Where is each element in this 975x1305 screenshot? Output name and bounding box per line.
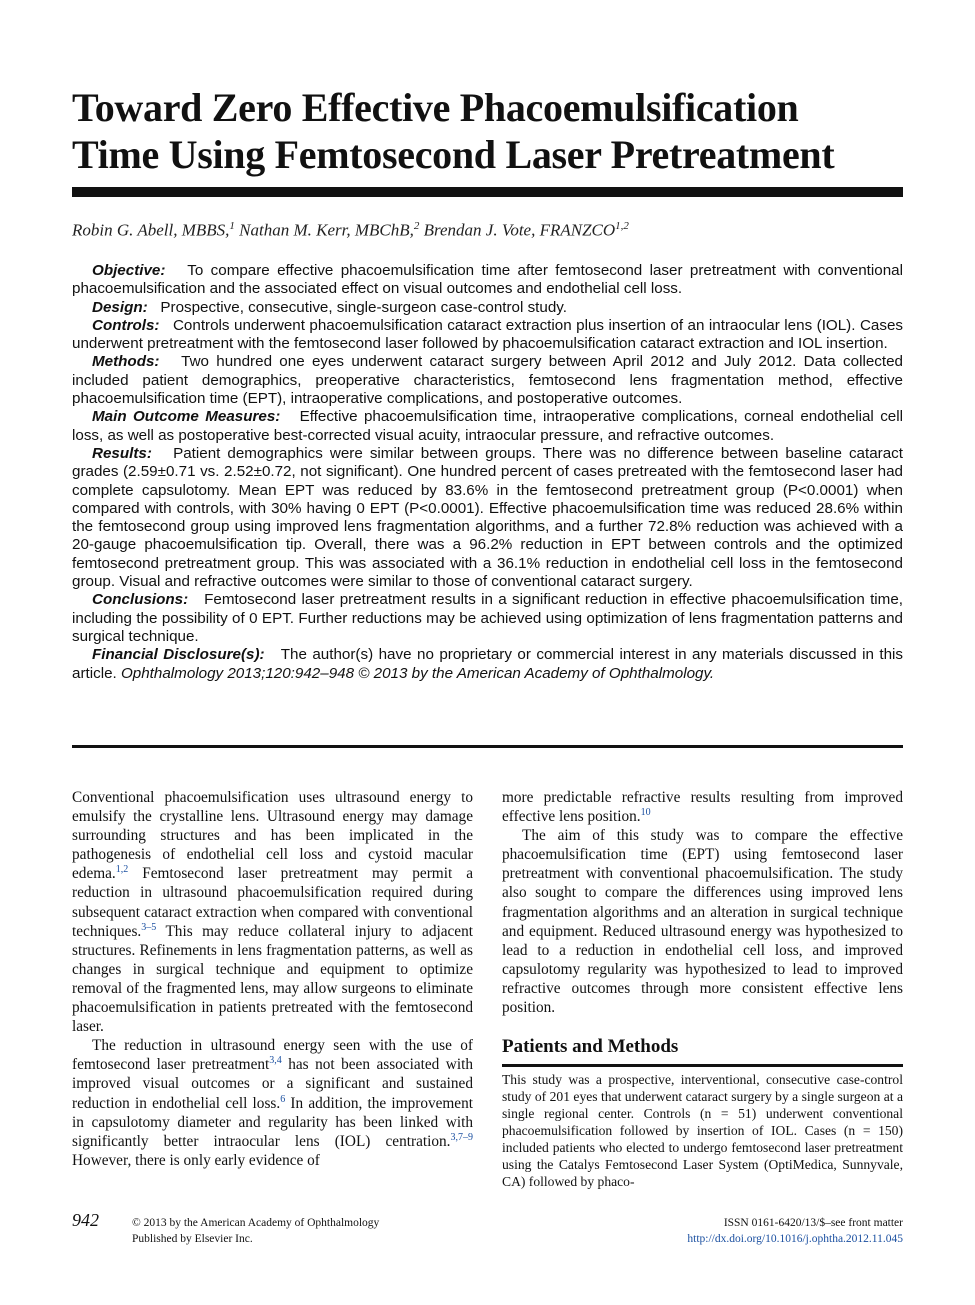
controls-text: Controls underwent phacoemulsification cataract extraction plus insertion of an intraocular lens (IOL). Cases underwent pretreatment with the femtosecond laser followed by phacoemulsification cataract extraction and IOL insertion. (72, 316, 903, 353)
body-paragraph (502, 788, 903, 826)
body-column-left (72, 788, 473, 1170)
reference-link[interactable]: 1,2 (115, 864, 129, 876)
outcome-label: Main Outcome Measures: (92, 408, 281, 426)
abstract-controls (72, 317, 903, 354)
body-paragraph (72, 788, 473, 1036)
body-text: In addition, the improvement in capsulotomy diameter and regularity has been linked with significantly better intraocular lens (IOL) centration. (72, 1094, 473, 1150)
footer-copyright (132, 1215, 379, 1247)
objective-label: Objective: (92, 262, 166, 279)
reference-link[interactable]: 6 (280, 1093, 286, 1105)
issn-line: ISSN 0161-6420/13/$–see front matter (723, 1217, 903, 1229)
methods-paragraph: This study was a prospective, interventional, consecutive case-control study of 201 eyes that underwent cataract surgery by a single surgeon at a single regional center. Controls (n = 51) underwent conventional phacoemulsification followed by insertion of IOL. Cases (n = 150) included patients who elected to undergo femtosecond laser pretreatment using the Catalys Femtosecond Laser System (OptiMedica, Sunnyvale, CA) followed by phaco- (502, 1072, 903, 1189)
article-title (72, 84, 912, 178)
abstract (72, 262, 903, 683)
objective-text: To compare effective phacoemulsification time after femtosecond laser pretreatment with conventional phacoemulsification and the associated effect on visual outcomes and endothelial cell loss. (72, 262, 903, 298)
section-rule (502, 1064, 903, 1067)
conclusions-label: Conclusions: (92, 591, 189, 609)
controls-label: Controls: (92, 316, 160, 334)
body-text: more predictable refractive results resulting from improved effective lens position. (502, 789, 903, 826)
methods-section (502, 1071, 903, 1190)
author-2-affiliation: 2 (413, 220, 420, 232)
body-text: Femtosecond laser pretreatment may permit a reduction in ultrasound phacoemulsification required during subsequent cataract extraction when compared with conventional techniques. (72, 865, 473, 940)
page-number: 942 (72, 1210, 99, 1230)
body-paragraph (502, 826, 903, 1017)
title-rule (72, 187, 903, 197)
results-text: Patient demographics were similar between groups. There was no difference between baseline cataract grades (2.59±0.71 vs. 2.52±0.72, not significant). One hundred percent of cases pretreated with the femtosecond laser had complete capsulotomy. Mean EPT was reduced by 83.6% in the femtosecond pretreatment group (P<0.0001) when compared with controls, with 30% having 0 EPT (P<0.0001). Effective phacoemulsification time was reduced 28.6% within the femtosecond group using improved lens fragmentation algorithms, and a further 72.8% reduction was achieved with a 20-gauge phacoemulsification tip. Overall, there was a 96.2% reduction in EPT between controls and the optimized femtosecond pretreatment group. This was associated with a 36.1% reduction in endothelial cell loss in the femtosecond group. Visual and refractive outcomes were similar to those of conventional cataract surgery. (72, 444, 903, 591)
abstract-outcome-measures (72, 408, 903, 445)
author-3-affiliation: 1,2 (615, 220, 629, 232)
body-column-right (502, 788, 903, 1017)
publisher-line: Published by Elsevier Inc. (132, 1233, 253, 1245)
author-2: Nathan M. Kerr, MBChB, (239, 220, 414, 240)
abstract-objective (72, 262, 903, 299)
body-text: This may reduce collateral injury to adjacent structures. Refinements in lens fragmentation patterns, as well as changes in surgical technique and equipment to optimize removal of the fragmented lens, may allow surgeons to eliminate phacoemulsification in patients pretreated with the femtosecond laser. (72, 922, 473, 1036)
reference-link[interactable]: 10 (640, 807, 651, 818)
author-1-affiliation: 1 (229, 220, 235, 232)
abstract-methods (72, 353, 903, 408)
conclusions-text: Femtosecond laser pretreatment results in a significant reduction in effective phacoemulsification time, including the possibility of 0 EPT. Further reductions may be achieved using optimization of lens fragmentation patterns and surgical technique. (72, 591, 903, 645)
body-text: However, there is only early evidence of (72, 1151, 320, 1169)
reference-link[interactable]: 3,7–9 (450, 1131, 473, 1143)
disclosure-text: The author(s) have no proprietary or commercial interest in any materials discussed in this article. (72, 646, 904, 682)
body-text: Conventional phacoemulsification uses ultrasound energy to emulsify the crystalline lens. Ultrasound energy may damage surrounding structures and has been implicated in the pathogenesis of endothelial cell loss and cystoid macular edema. (72, 789, 473, 883)
reference-link[interactable]: 3–5 (141, 921, 157, 933)
author-list (72, 220, 912, 241)
title-line-2: Time Using Femtosecond Laser Pretreatment (72, 132, 835, 177)
abstract-conclusions (72, 591, 903, 646)
journal-citation: Ophthalmology 2013;120:942–948 © 2013 by the American Academy of Ophthalmology. (120, 664, 715, 682)
footer-issn-doi (687, 1215, 903, 1247)
methods-label: Methods: (92, 353, 160, 371)
body-text: has not been associated with improved visual outcomes or a significant and sustained reduction in endothelial cell loss. (72, 1056, 473, 1112)
title-line-1: Toward Zero Effective Phacoemulsification (72, 85, 799, 130)
methods-text: Two hundred one eyes underwent cataract surgery between April 2012 and July 2012. Data collected included patient demographics, preoperative characteristics, femtosecond lens fragmentation method, effective phacoemulsification time (EPT), intraoperative complications, and postoperative outcomes. (72, 353, 903, 408)
design-text: Prospective, consecutive, single-surgeon case-control study. (160, 298, 567, 316)
body-text: The reduction in ultrasound energy seen with the use of femtosecond laser pretreatment (72, 1037, 473, 1074)
body-text: The aim of this study was to compare the effective phacoemulsification time (EPT) using femtosecond laser pretreatment with conventional phacoemulsification. The study also sought to compare the differences using improved lens fragmentation algorithms and an alteration in surgical technique and equipment. Reduced ultrasound energy was hypothesized to lead to a reduction in endothelial cell loss, and improved capsulotomy regularity was hypothesized to lead to improved refractive outcomes through more consistent effective lens position. (502, 827, 903, 1017)
abstract-results (72, 445, 903, 591)
copyright-line: © 2013 by the American Academy of Ophthalmology (132, 1217, 380, 1229)
reference-link[interactable]: 3,4 (269, 1055, 282, 1067)
abstract-disclosure (72, 646, 903, 683)
author-1: Robin G. Abell, MBBS, (72, 220, 230, 240)
body-paragraph (72, 1036, 473, 1170)
results-label: Results: (92, 444, 152, 462)
doi-link[interactable]: http://dx.doi.org/10.1016/j.ophtha.2012.11.045 (687, 1233, 903, 1245)
section-heading: Patients and Methods (502, 1036, 679, 1057)
outcome-text: Effective phacoemulsification time, intraoperative complications, corneal endothelial cell loss, as well as postoperative best-corrected visual acuity, intraocular pressure, and refractive outcomes. (72, 408, 903, 444)
abstract-design (72, 299, 903, 317)
design-label: Design: (92, 298, 148, 316)
disclosure-label: Financial Disclosure(s): (92, 646, 265, 664)
abstract-rule (72, 745, 903, 748)
author-3: Brendan J. Vote, FRANZCO (423, 220, 616, 240)
